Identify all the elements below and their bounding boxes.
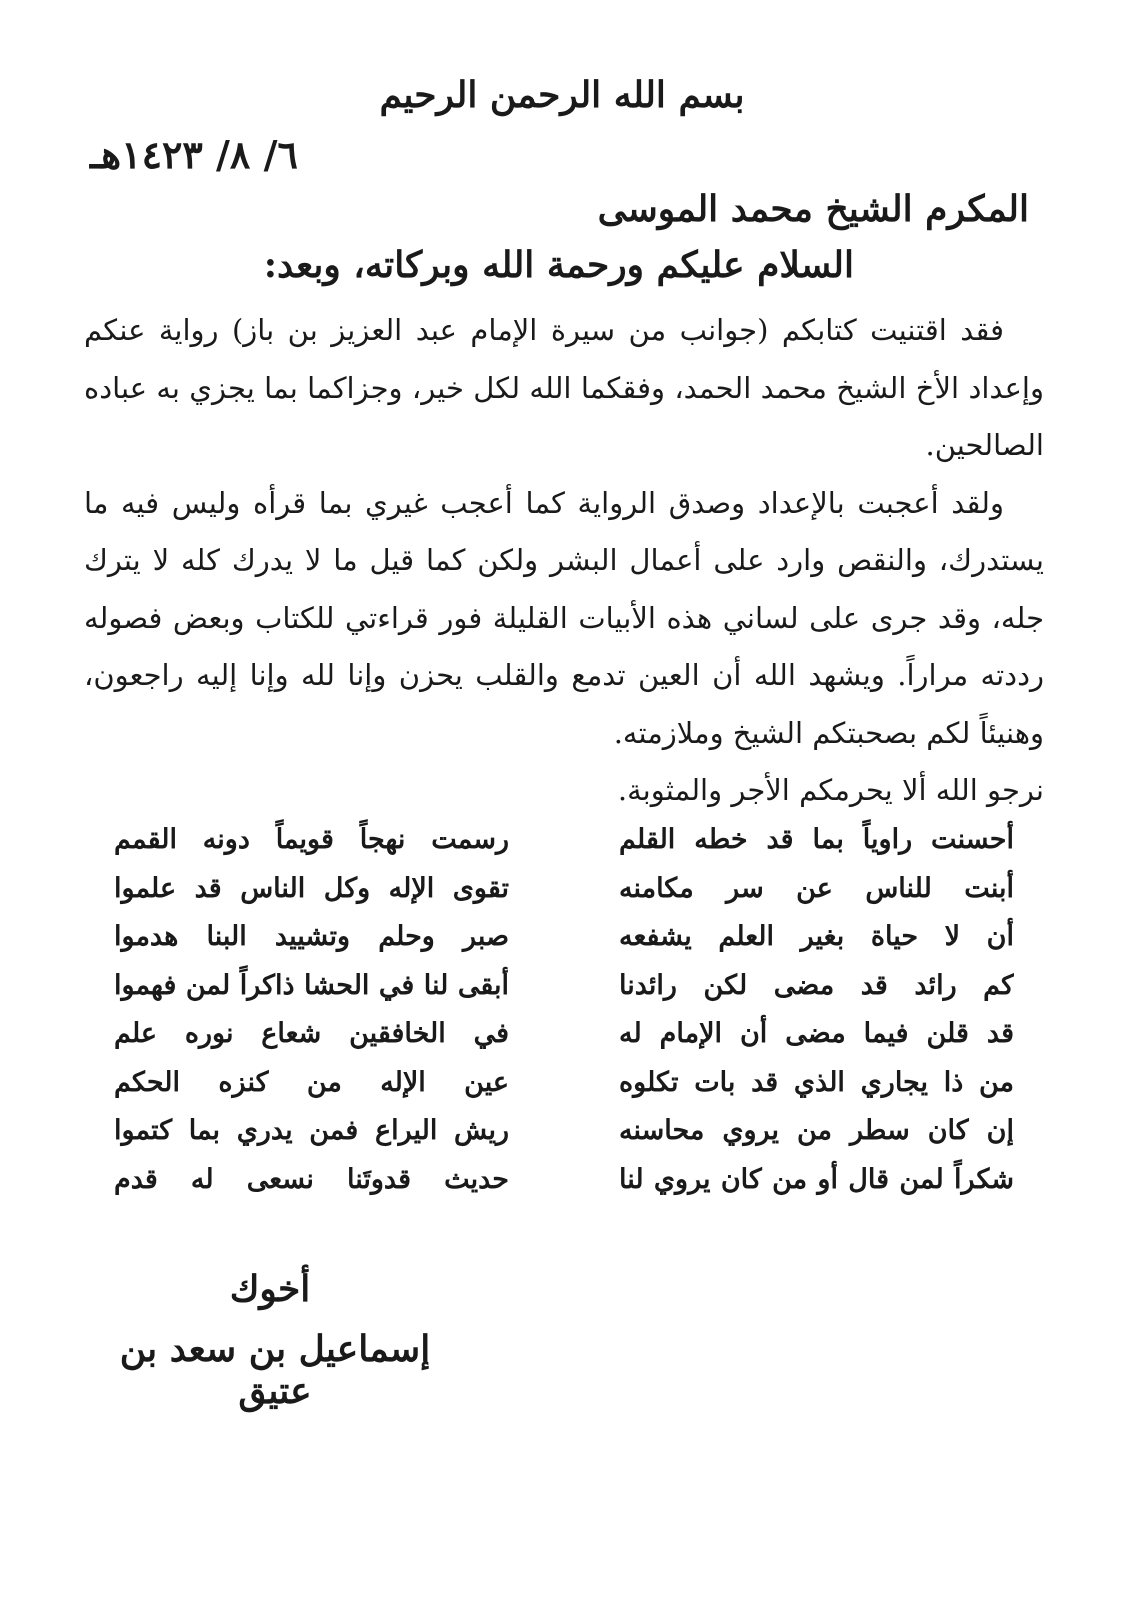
verse-first-hemistich: من ذا يجاري الذي قد بات تكلوه bbox=[619, 1066, 1014, 1098]
poem-verse bbox=[114, 962, 1014, 1011]
verse-first-hemistich: شكراً لمن قال أو من كان يروي لنا bbox=[619, 1163, 1014, 1195]
poem-verse bbox=[114, 1059, 1014, 1108]
poem-verse bbox=[114, 913, 1014, 962]
verse-first-hemistich: أحسنت راوياً بما قد خطه القلم bbox=[619, 824, 1014, 855]
verse-second-hemistich: تقوى الإله وكل الناس قد علموا bbox=[114, 872, 509, 904]
verse-first-hemistich: قد قلن فيما مضى أن الإمام له bbox=[619, 1018, 1014, 1049]
verse-first-hemistich: إن كان سطر من يروي محاسنه bbox=[619, 1115, 1014, 1146]
salutation-line: السلام عليكم ورحمة الله وبركاته، وبعد: bbox=[263, 244, 854, 286]
poem-verse bbox=[114, 816, 1014, 865]
basmala-heading: بسم الله الرحمن الرحيم bbox=[379, 74, 745, 116]
verse-second-hemistich: عين الإله من كنزه الحكم bbox=[114, 1066, 509, 1098]
letter-date: ٦/ ٨/ ١٤٢٣هـ bbox=[90, 132, 298, 177]
body-paragraph: فقد اقتنيت كتابكم (جوانب من سيرة الإمام عبد العزيز بن باز) رواية عنكم وإعداد الأخ الشيخ محمد الحمد، وفقكما الله لكل خير، وجزاكما بما يجزي به عباده الصالحين. bbox=[84, 313, 1044, 462]
verse-second-hemistich: ريش اليراع فمن يدري بما كتموا bbox=[114, 1115, 509, 1146]
poem-verse bbox=[114, 865, 1014, 914]
poem-verse bbox=[114, 1156, 1014, 1205]
addressee-line: المكرم الشيخ محمد الموسى bbox=[597, 188, 1029, 230]
signoff-label: أخوك bbox=[229, 1268, 311, 1310]
verse-second-hemistich: أبقى لنا في الحشا ذاكراً لمن فهموا bbox=[114, 969, 509, 1001]
verse-first-hemistich: كم رائد قد مضى لكن رائدنا bbox=[619, 969, 1014, 1001]
verse-first-hemistich: أن لا حياة بغير العلم يشفعه bbox=[619, 921, 1014, 952]
body-paragraph: نرجو الله ألا يحرمكم الأجر والمثوبة. bbox=[617, 773, 1044, 807]
verse-second-hemistich: في الخافقين شعاع نوره علم bbox=[114, 1018, 509, 1049]
poem-verse bbox=[114, 1010, 1014, 1059]
body-paragraph: ولقد أعجبت بالإعداد وصدق الرواية كما أعجب غيري بما قرأه وليس فيه ما يستدرك، والنقص وارد على أعمال البشر ولكن كما قيل ما لا يدرك كله لا يترك جله، وقد جرى على لساني هذه الأبيات القليلة فور قراءتي للكتاب وبعض فصوله رددته مراراً. ويشهد الله أن العين تدمع والقلب يحزن وإنا لله وإنا إليه راجعون، وهنيئاً لكم بصحبتكم الشيخ وملازمته. bbox=[84, 485, 1044, 750]
verse-second-hemistich: رسمت نهجاً قويماً دونه القمم bbox=[114, 824, 509, 855]
letter-body bbox=[84, 302, 1044, 820]
verse-first-hemistich: أبنت للناس عن سر مكامنه bbox=[619, 872, 1014, 904]
sender-name: إسماعيل بن سعد بن عتيق bbox=[119, 1328, 431, 1412]
verse-second-hemistich: حديث قدوتَنا نسعى له قدم bbox=[114, 1163, 509, 1195]
verse-second-hemistich: صبر وحلم وتشييد البنا هدموا bbox=[114, 921, 509, 952]
poem-verses bbox=[114, 816, 1014, 1204]
poem-verse bbox=[114, 1107, 1014, 1156]
